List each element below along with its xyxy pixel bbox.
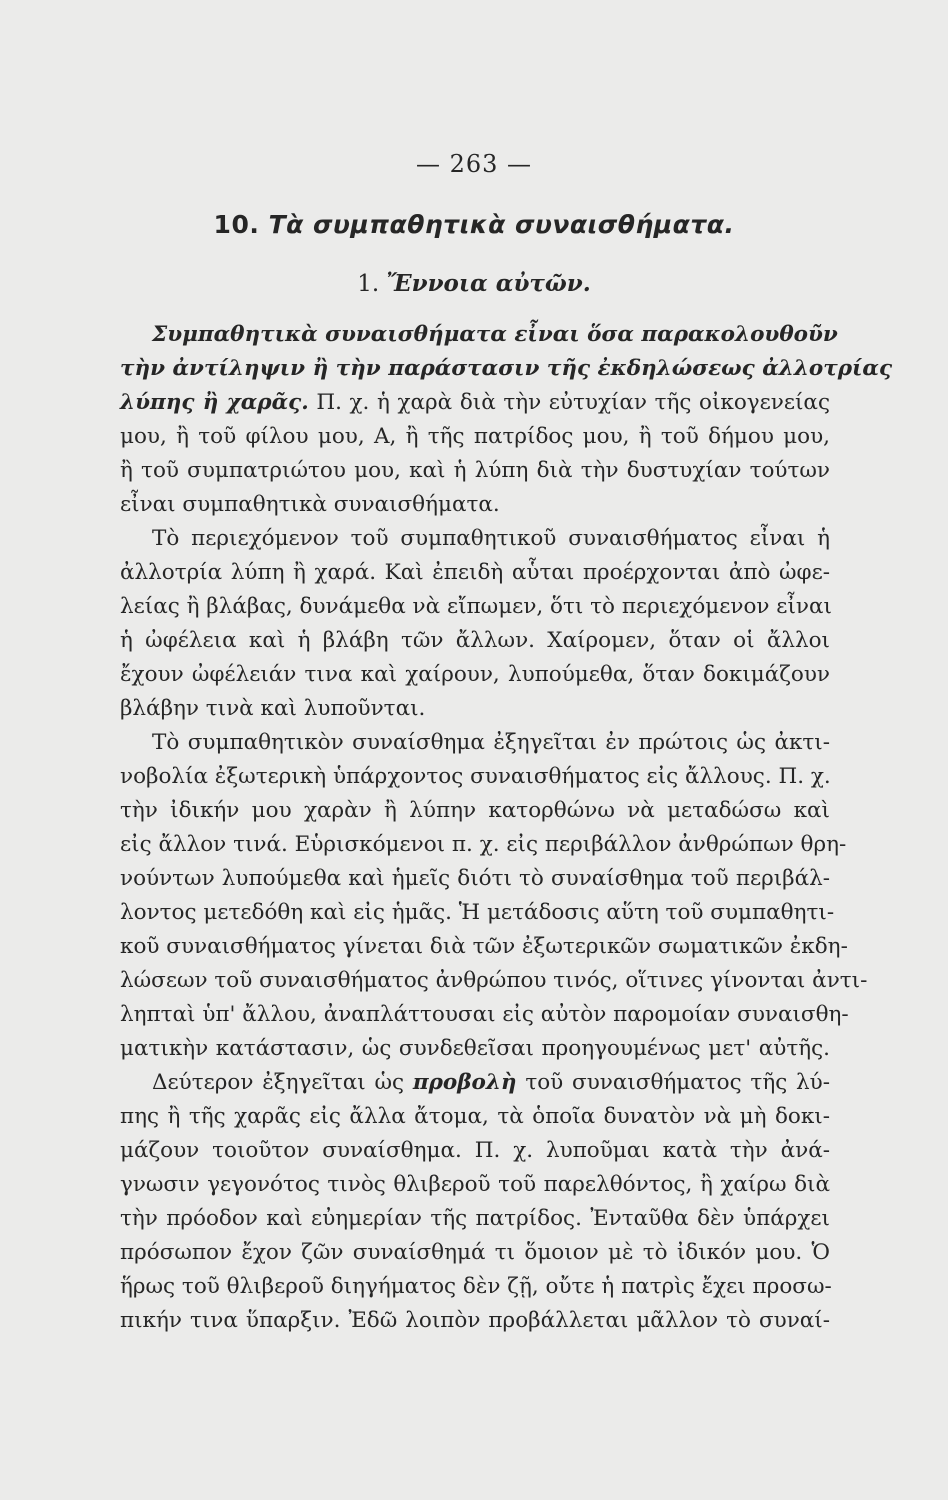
text-line: μου, ἢ τοῦ φίλου μου, Α, ἢ τῆς πατρίδος μου, ἢ τοῦ δήμου μου,	[120, 424, 830, 449]
text-span: Π. χ. ἡ χαρὰ διὰ τὴν εὐτυχίαν τῆς οἰκογενείας	[308, 390, 830, 415]
text-line: βλάβην τινὰ καὶ λυποῦνται.	[120, 696, 426, 721]
text-line: κοῦ συναισθήματος γίνεται διὰ τῶν ἐξωτερικῶν σωματικῶν ἐκδη-	[120, 934, 848, 959]
text-line: Τὸ συμπαθητικὸν συναίσθημα ἐξηγεῖται ἐν πρώτοις ὡς ἀκτι-	[152, 730, 830, 755]
chapter-number: 10.	[213, 210, 260, 239]
text-line: τὴν ἀντίληψιν ἢ τὴν παράστασιν τῆς ἐκδηλώσεως ἀλλοτρίας	[120, 356, 893, 381]
text-line: μάζουν τοιοῦτον συναίσθημα. Π. χ. λυποῦμαι κατὰ τὴν ἀνά-	[120, 1138, 830, 1163]
section-title: Ἔννοια αὐτῶν.	[386, 270, 591, 297]
text-span: Δεύτερον ἐξηγεῖται ὡς	[152, 1070, 413, 1095]
chapter-heading	[0, 210, 948, 239]
text-line: λείας ἢ βλάβας, δυνάμεθα νὰ εἴπωμεν, ὅτι τὸ περιεχόμενον εἶναι	[120, 594, 832, 619]
chapter-title: Τὰ συμπαθητικὰ συναισθήματα.	[268, 210, 735, 239]
text-line: ἡ ὠφέλεια καὶ ἡ βλάβη τῶν ἄλλων. Χαίρομεν, ὅταν οἱ ἄλλοι	[120, 628, 830, 653]
text-line: Συμπαθητικὰ συναισθήματα εἶναι ὅσα παρακολουθοῦν	[152, 322, 838, 347]
text-line: ἔχουν ὠφέλειάν τινα καὶ χαίρουν, λυπούμεθα, ὅταν δοκιμάζουν	[120, 662, 830, 687]
definition-term: λύπης ἢ χαρᾶς.	[120, 390, 309, 415]
text-line: ληπταὶ ὑπ' ἄλλου, ἀναπλάττουσαι εἰς αὐτὸν παρομοίαν συναισθη-	[120, 1002, 849, 1027]
text-line: πης ἢ τῆς χαρᾶς εἰς ἄλλα ἄτομα, τὰ ὁποῖα δυνατὸν νὰ μὴ δοκι-	[120, 1104, 830, 1129]
text-line: πικήν τινα ὕπαρξιν. Ἐδῶ λοιπὸν προβάλλεται μᾶλλον τὸ συναί-	[120, 1308, 830, 1333]
text-line: εἰς ἄλλον τινά. Εὑρισκόμενοι π. χ. εἰς περιβάλλον ἀνθρώπων θρη-	[120, 832, 847, 857]
text-line: εἶναι συμπαθητικὰ συναισθήματα.	[120, 492, 500, 517]
section-number: 1.	[357, 271, 380, 297]
text-line: νούντων λυπούμεθα καὶ ἡμεῖς διότι τὸ συναίσθημα τοῦ περιβάλ-	[120, 866, 830, 891]
text-line: Τὸ περιεχόμενον τοῦ συμπαθητικοῦ συναισθήματος εἶναι ἡ	[152, 526, 830, 551]
text-span: τοῦ συναισθήματος τῆς λύ-	[516, 1070, 830, 1095]
text-line: τὴν ἰδικήν μου χαρὰν ἢ λύπην κατορθώνω νὰ μεταδώσω καὶ	[120, 798, 830, 823]
text-line: ἢ τοῦ συμπατριώτου μου, καὶ ἡ λύπη διὰ τὴν δυστυχίαν τούτων	[120, 458, 830, 483]
section-heading	[0, 270, 948, 297]
page-number: — 263 —	[415, 150, 533, 178]
text-line: ματικὴν κατάστασιν, ὡς συνδεθεῖσαι προηγουμένως μετ' αὐτῆς.	[120, 1036, 830, 1061]
text-line: ἀλλοτρία λύπη ἢ χαρά. Καὶ ἐπειδὴ αὗται προέρχονται ἀπὸ ὠφε-	[120, 560, 830, 585]
text-line: γνωσιν γεγονότος τινὸς θλιβεροῦ τοῦ παρελθόντος, ἢ χαίρω διὰ	[120, 1172, 830, 1197]
text-line: τὴν πρόοδον καὶ εὐημερίαν τῆς πατρίδος. Ἐνταῦθα δὲν ὑπάρχει	[120, 1206, 830, 1231]
text-line: ἥρως τοῦ θλιβεροῦ διηγήματος δὲν ζῇ, οὔτε ἡ πατρὶς ἔχει προσω-	[120, 1274, 832, 1299]
emphasized-term: προβολὴ	[412, 1070, 517, 1095]
text-line	[120, 386, 830, 420]
text-line: λοντος μετεδόθη καὶ εἰς ἡμᾶς. Ἡ μετάδοσις αὕτη τοῦ συμπαθητι-	[120, 900, 835, 925]
text-line	[152, 1066, 830, 1100]
text-line: νοβολία ἐξωτερικὴ ὑπάρχοντος συναισθήματος εἰς ἄλλους. Π. χ.	[120, 764, 831, 789]
text-line: πρόσωπον ἔχον ζῶν συναίσθημά τι ὅμοιον μὲ τὸ ἰδικόν μου. Ὁ	[120, 1240, 830, 1265]
text-line: λώσεων τοῦ συναισθήματος ἀνθρώπου τινός, οἵτινες γίνονται ἀντι-	[120, 968, 868, 993]
